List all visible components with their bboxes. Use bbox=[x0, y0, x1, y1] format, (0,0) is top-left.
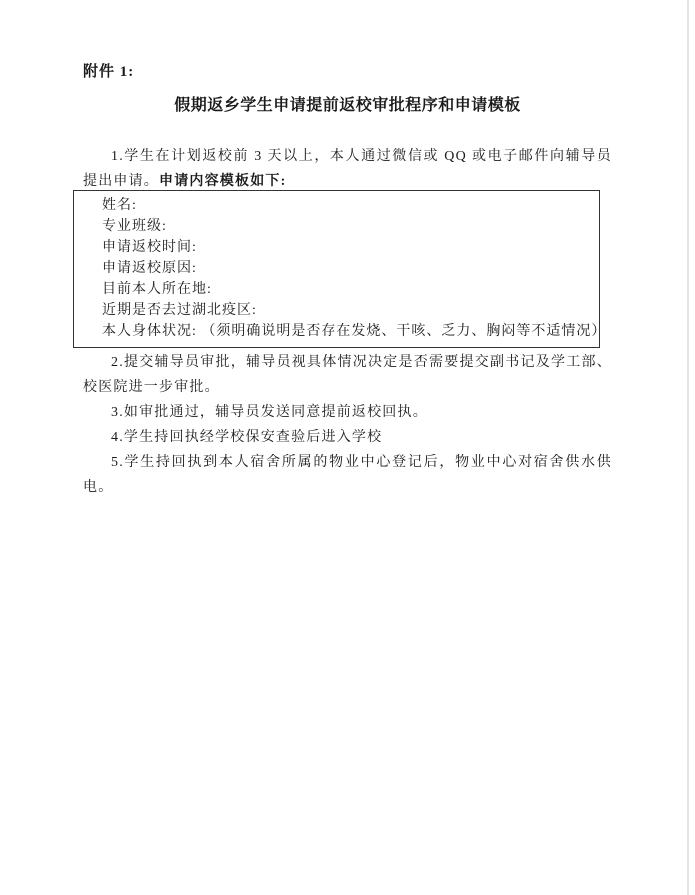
form-field-return-time: 申请返校时间: bbox=[102, 240, 197, 255]
page-right-edge-line bbox=[687, 0, 689, 895]
form-field-hubei-visit: 近期是否去过湖北疫区: bbox=[102, 303, 257, 318]
step-1-text: 1.学生在计划返校前 3 天以上，本人通过微信或 QQ 或电子邮件向辅导员提出申请。 bbox=[83, 149, 612, 189]
procedure-steps bbox=[83, 350, 612, 500]
form-field-health-status: 本人身体状况: （须明确说明是否存在发烧、干咳、乏力、胸闷等不适情况） bbox=[102, 324, 607, 339]
form-field-major-class: 专业班级: bbox=[102, 219, 167, 234]
step-3-paragraph: 3.如审批通过，辅导员发送同意提前返校回执。 bbox=[111, 405, 428, 420]
step-1-paragraph bbox=[83, 144, 612, 194]
form-field-name: 姓名: bbox=[102, 198, 137, 213]
document-content bbox=[83, 60, 612, 500]
form-field-current-location: 目前本人所在地: bbox=[102, 282, 212, 297]
form-field-return-reason: 申请返校原因: bbox=[102, 261, 197, 276]
step-2-paragraph: 2.提交辅导员审批，辅导员视具体情况决定是否需要提交副书记及学工部、校医院进一步审批。 bbox=[83, 355, 612, 395]
attachment-label: 附件 1: bbox=[83, 64, 135, 80]
application-template-box bbox=[73, 190, 607, 348]
page-title: 假期返乡学生申请提前返校审批程序和申请模板 bbox=[174, 97, 521, 114]
step-4-paragraph: 4.学生持回执经学校保安查验后进入学校 bbox=[111, 430, 383, 445]
step-1-template-intro: 申请内容模板如下: bbox=[159, 174, 287, 189]
step-5-paragraph: 5.学生持回执到本人宿舍所属的物业中心登记后，物业中心对宿舍供水供电。 bbox=[83, 455, 612, 495]
